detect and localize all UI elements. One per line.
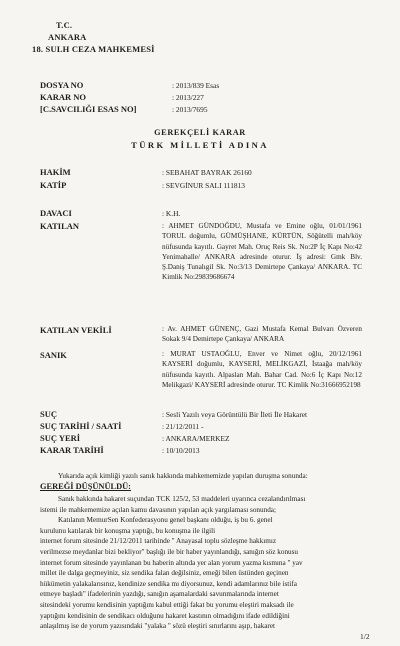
karar-label: KARAR NO (40, 92, 87, 102)
body-line: millet ile dalga geçmeyiniz, siz sendika falan değilsiniz, emeği bilen üstünden geçinen (40, 569, 289, 578)
header-tc: T.C. (56, 20, 73, 30)
body-line: verilmezse meydanlar bizi bekliyor" başlığı ile bir haber yayınlandığı, sanığın söz konusu (40, 547, 299, 556)
katilan-value: : AHMET GÜNDOĞDU, Mustafa ve Emine oğlu, 01/01/1961 TORUL doğumlu, GÜMÜŞHANE, KÜRTÜN, Söğütelli mah/köy nüfusunda kayıtlı. Gayret Mah. Oruç Reis Sk. No:2P İç Kapı No:42 Yenimahalle/ ANKARA adresinde oturur. İş adresi: Gmk Blv. Ş.Daniş Tunalıgil Sk. No:3/13 Demirtepe Çankaya/ ANKARA. TC Kimlik No:29839686674 (162, 222, 362, 282)
katip-label: KATİP (40, 180, 67, 190)
suc-tarihi-label: SUÇ TARİHİ / SAATİ (40, 421, 122, 431)
sanik-value: : MURAT USTAOĞLU, Enver ve Nimet oğlu, 20/12/1961 KAYSERİ doğumlu, KAYSERİ, MELİKGAZİ, İstaağa mah/köy nüfusunda kayıtlı. Alpaslan Mah. Bahar Cad. No:6 İç Kapı No:12 Melikgazi/ KAYSERİ adresinde oturur. TC Kimlik No:31666952198 (162, 350, 362, 389)
suc-yeri-value: : ANKARA/MERKEZ (162, 434, 230, 443)
header-city: ANKARA (48, 32, 87, 42)
body-line: hükümetin yalakalarısınız, kendinize sendika mı diyorsunuz, kendi adamlarınız bile istifa (40, 579, 297, 588)
katilan-label: KATILAN (40, 221, 80, 231)
intro-text: Yukarıda açık kimliği yazılı sanık hakkında mahkememizde yapılan duruşma sonunda: (58, 472, 308, 480)
davaci-value: : K.H. (162, 209, 181, 218)
sanik-label: SANIK (40, 350, 67, 360)
katip-value: : SEVGİNUR SALI 111813 (162, 181, 246, 190)
hakim-label: HAKİM (40, 167, 71, 177)
dosya-value: : 2013/839 Esas (172, 81, 220, 90)
suc-label: SUÇ (40, 409, 58, 419)
karar-tarihi-value: : 10/10/2013 (162, 446, 200, 455)
savcilik-value: : 2013/7695 (172, 105, 208, 114)
decision-body (40, 494, 372, 632)
karar-value: : 2013/227 (172, 93, 204, 102)
dosya-label: DOSYA NO (40, 80, 84, 90)
body-line: internet forum sitesinde yayınlanan bu haberin altında yer alan yorum yazma kısmına " yav (40, 558, 303, 567)
body-line: kurulunu katılarak bir konuşma yaptığı, bu konuşma ile ilgili (40, 526, 216, 535)
decision-title: GEREKÇELİ KARAR (154, 128, 246, 137)
body-line: anlaşılmış ise de yorum yazısındaki "yalaka " sözü eleştiri sınırlarını aşıp, hakaret (40, 622, 276, 631)
body-line: Sanık hakkında hakaret suçundan TCK 125/2, 53 maddeleri uyarınca cezalandırılması (58, 495, 306, 503)
body-line: etmeye başladı" ifadelerinin yazdığı, sanığın aşamalardaki savunmalarında internet (40, 590, 279, 599)
davaci-label: DAVACI (40, 208, 72, 218)
vekil-label: KATILAN VEKİLİ (40, 325, 112, 335)
suc-yeri-label: SUÇ YERİ (40, 433, 81, 443)
body-line: yaptığını kendisinin de sendikacı olduğunu hakaret kastının olmadığını ifade edildiğini (40, 611, 290, 620)
body-line: internet forum sitesinde 21/12/2011 tarihinde " Anayasal toplu sözleşme hakkımız (40, 537, 277, 546)
section-heading: GEREĞİ DÜŞÜNÜLDÜ: (40, 482, 131, 491)
suc-tarihi-value: : 21/12/2011 - (162, 422, 204, 431)
karar-tarihi-label: KARAR TARİHİ (40, 445, 104, 455)
body-line: sitesindeki yorumu kendisinin yaptığını kabul ettiği fakat bu yorumu eleştiri maksadı ile (40, 600, 294, 609)
court-name: 18. SULH CEZA MAHKEMESİ (32, 44, 155, 54)
body-line: istemi ile mahkememize açılan kamu davasının yapılan açık yargılaması sonunda; (40, 505, 276, 514)
vekil-value: : Av. AHMET GÜNENÇ, Gazi Mustafa Kemal Bulvarı Özveren Sokak 9/4 Demirtepe Çankaya/ ANKARA (162, 325, 362, 344)
hakim-value: : SEBAHAT BAYRAK 26160 (162, 168, 252, 177)
page-number: 1/2 (360, 632, 370, 641)
savcilik-label: [C.SAVCILIĞI ESAS NO] (40, 104, 137, 114)
body-line: Katılanın MemurSen Konfederasyonu genel başkanı olduğu, iş bu 6. genel (58, 516, 273, 525)
decision-subtitle: TÜRK MİLLETİ ADINA (131, 140, 269, 150)
suc-value: : Sesli Yazılı veya Görüntülü Bir İleti İle Hakaret (162, 410, 308, 419)
